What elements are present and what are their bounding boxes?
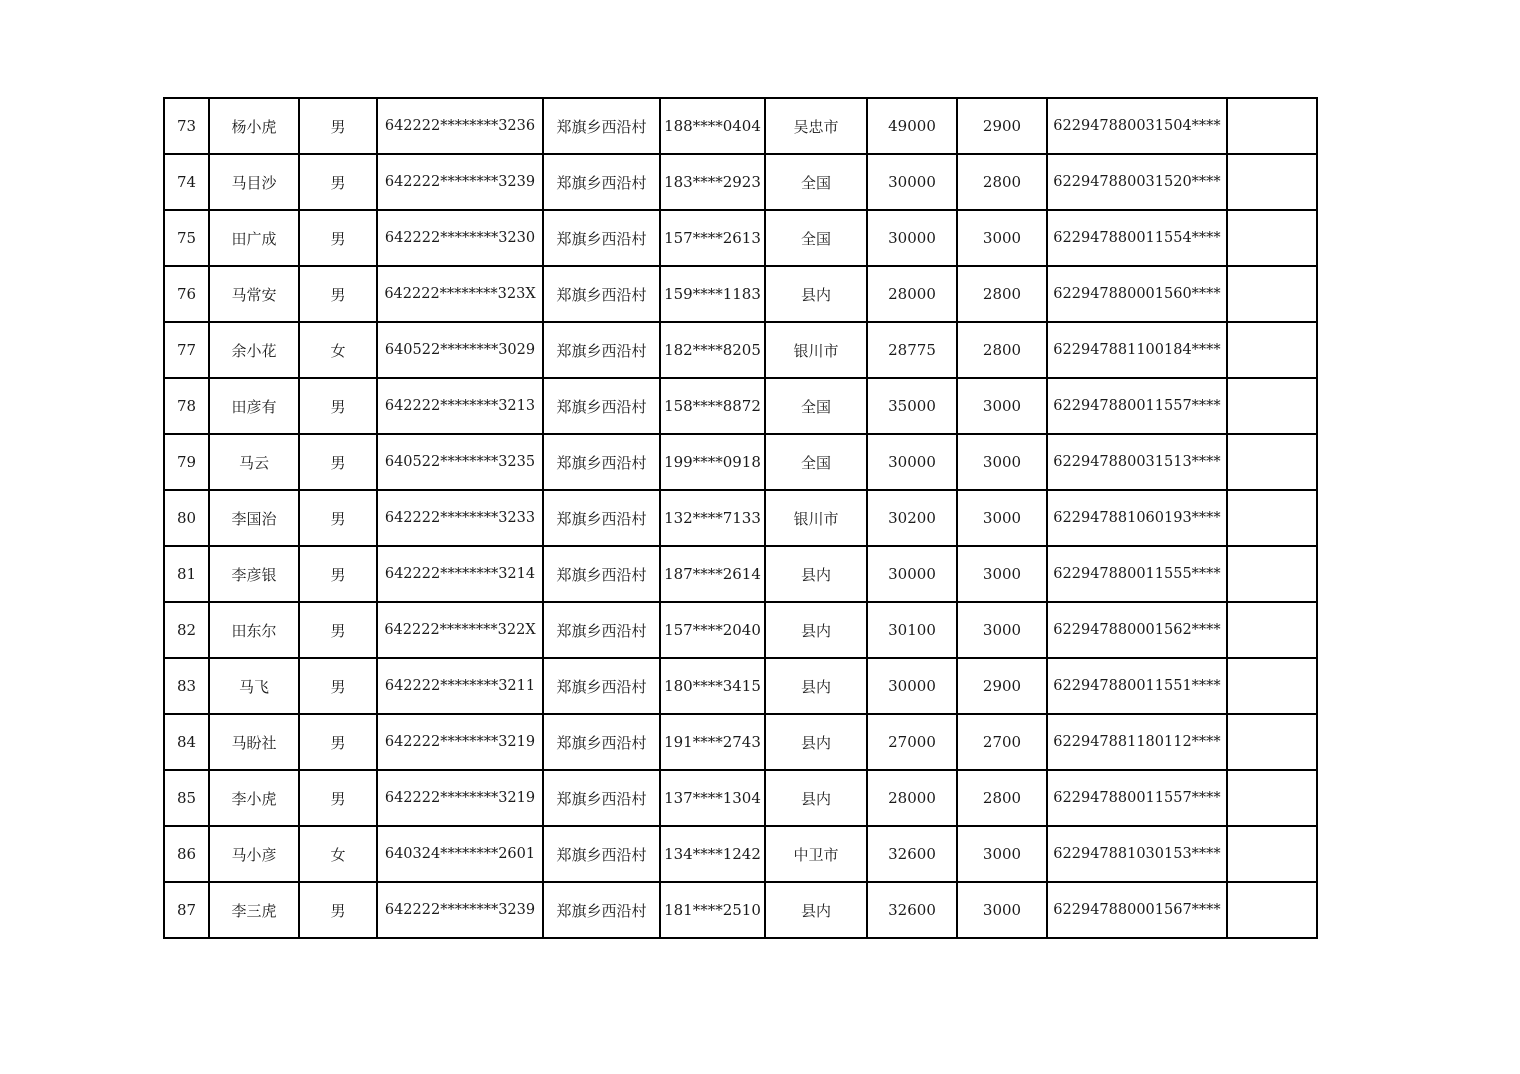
subsidy-cell: 3000 xyxy=(957,434,1047,490)
income-cell: 30100 xyxy=(867,602,957,658)
id-number-cell: 642222********322X xyxy=(377,602,543,658)
work-place-cell: 县内 xyxy=(765,658,867,714)
id-number-cell: 642222********3213 xyxy=(377,378,543,434)
gender-cell: 男 xyxy=(299,266,377,322)
table-row xyxy=(164,882,1317,938)
row-number-cell: 83 xyxy=(164,658,209,714)
id-number-cell: 640324********2601 xyxy=(377,826,543,882)
name-cell: 田广成 xyxy=(209,210,299,266)
row-number-cell: 82 xyxy=(164,602,209,658)
remark-cell xyxy=(1227,826,1317,882)
subsidy-cell: 2900 xyxy=(957,658,1047,714)
bank-card-cell: 622947881180112**** xyxy=(1047,714,1227,770)
address-cell: 郑旗乡西沿村 xyxy=(543,266,660,322)
income-cell: 49000 xyxy=(867,98,957,154)
row-number-cell: 87 xyxy=(164,882,209,938)
gender-cell: 男 xyxy=(299,546,377,602)
table-row xyxy=(164,322,1317,378)
address-cell: 郑旗乡西沿村 xyxy=(543,154,660,210)
subsidy-cell: 3000 xyxy=(957,882,1047,938)
id-number-cell: 642222********3230 xyxy=(377,210,543,266)
bank-card-cell: 622947880011555**** xyxy=(1047,546,1227,602)
income-cell: 32600 xyxy=(867,826,957,882)
remark-cell xyxy=(1227,322,1317,378)
row-number-cell: 74 xyxy=(164,154,209,210)
name-cell: 李国治 xyxy=(209,490,299,546)
gender-cell: 男 xyxy=(299,714,377,770)
income-cell: 28000 xyxy=(867,770,957,826)
remark-cell xyxy=(1227,546,1317,602)
bank-card-cell: 622947880011551**** xyxy=(1047,658,1227,714)
subsidy-cell: 2800 xyxy=(957,770,1047,826)
address-cell: 郑旗乡西沿村 xyxy=(543,378,660,434)
name-cell: 田东尔 xyxy=(209,602,299,658)
gender-cell: 男 xyxy=(299,98,377,154)
work-place-cell: 银川市 xyxy=(765,322,867,378)
phone-cell: 159****1183 xyxy=(660,266,765,322)
name-cell: 余小花 xyxy=(209,322,299,378)
income-cell: 27000 xyxy=(867,714,957,770)
phone-cell: 158****8872 xyxy=(660,378,765,434)
address-cell: 郑旗乡西沿村 xyxy=(543,658,660,714)
remark-cell xyxy=(1227,378,1317,434)
gender-cell: 男 xyxy=(299,210,377,266)
work-place-cell: 县内 xyxy=(765,882,867,938)
subsidy-cell: 3000 xyxy=(957,826,1047,882)
address-cell: 郑旗乡西沿村 xyxy=(543,770,660,826)
income-cell: 30000 xyxy=(867,154,957,210)
work-place-cell: 全国 xyxy=(765,378,867,434)
table-row xyxy=(164,154,1317,210)
table-row xyxy=(164,714,1317,770)
table-row xyxy=(164,770,1317,826)
remark-cell xyxy=(1227,210,1317,266)
gender-cell: 男 xyxy=(299,770,377,826)
income-cell: 30000 xyxy=(867,546,957,602)
subsidy-cell: 2900 xyxy=(957,98,1047,154)
name-cell: 李三虎 xyxy=(209,882,299,938)
subsidy-cell: 2800 xyxy=(957,266,1047,322)
bank-card-cell: 622947880031520**** xyxy=(1047,154,1227,210)
name-cell: 李彦银 xyxy=(209,546,299,602)
phone-cell: 157****2613 xyxy=(660,210,765,266)
phone-cell: 132****7133 xyxy=(660,490,765,546)
name-cell: 杨小虎 xyxy=(209,98,299,154)
name-cell: 田彦有 xyxy=(209,378,299,434)
bank-card-cell: 622947880011554**** xyxy=(1047,210,1227,266)
row-number-cell: 76 xyxy=(164,266,209,322)
bank-card-cell: 622947881100184**** xyxy=(1047,322,1227,378)
table-row xyxy=(164,210,1317,266)
subsidy-cell: 2700 xyxy=(957,714,1047,770)
gender-cell: 女 xyxy=(299,826,377,882)
work-place-cell: 全国 xyxy=(765,210,867,266)
phone-cell: 188****0404 xyxy=(660,98,765,154)
bank-card-cell: 622947880011557**** xyxy=(1047,770,1227,826)
address-cell: 郑旗乡西沿村 xyxy=(543,490,660,546)
bank-card-cell: 622947881060193**** xyxy=(1047,490,1227,546)
id-number-cell: 642222********3214 xyxy=(377,546,543,602)
name-cell: 马目沙 xyxy=(209,154,299,210)
row-number-cell: 84 xyxy=(164,714,209,770)
gender-cell: 男 xyxy=(299,490,377,546)
row-number-cell: 75 xyxy=(164,210,209,266)
address-cell: 郑旗乡西沿村 xyxy=(543,210,660,266)
remark-cell xyxy=(1227,770,1317,826)
id-number-cell: 642222********323X xyxy=(377,266,543,322)
data-table xyxy=(163,97,1318,939)
address-cell: 郑旗乡西沿村 xyxy=(543,882,660,938)
address-cell: 郑旗乡西沿村 xyxy=(543,826,660,882)
work-place-cell: 县内 xyxy=(765,602,867,658)
remark-cell xyxy=(1227,714,1317,770)
name-cell: 马常安 xyxy=(209,266,299,322)
work-place-cell: 全国 xyxy=(765,434,867,490)
gender-cell: 男 xyxy=(299,602,377,658)
phone-cell: 183****2923 xyxy=(660,154,765,210)
id-number-cell: 642222********3219 xyxy=(377,770,543,826)
work-place-cell: 县内 xyxy=(765,714,867,770)
income-cell: 32600 xyxy=(867,882,957,938)
table-row xyxy=(164,434,1317,490)
phone-cell: 182****8205 xyxy=(660,322,765,378)
gender-cell: 男 xyxy=(299,378,377,434)
subsidy-cell: 3000 xyxy=(957,490,1047,546)
remark-cell xyxy=(1227,434,1317,490)
table-row xyxy=(164,658,1317,714)
id-number-cell: 642222********3233 xyxy=(377,490,543,546)
phone-cell: 180****3415 xyxy=(660,658,765,714)
row-number-cell: 78 xyxy=(164,378,209,434)
id-number-cell: 642222********3219 xyxy=(377,714,543,770)
id-number-cell: 640522********3029 xyxy=(377,322,543,378)
id-number-cell: 642222********3239 xyxy=(377,154,543,210)
remark-cell xyxy=(1227,266,1317,322)
id-number-cell: 642222********3236 xyxy=(377,98,543,154)
phone-cell: 187****2614 xyxy=(660,546,765,602)
bank-card-cell: 622947880001560**** xyxy=(1047,266,1227,322)
address-cell: 郑旗乡西沿村 xyxy=(543,546,660,602)
bank-card-cell: 622947881030153**** xyxy=(1047,826,1227,882)
phone-cell: 137****1304 xyxy=(660,770,765,826)
table-row xyxy=(164,546,1317,602)
income-cell: 30000 xyxy=(867,434,957,490)
row-number-cell: 73 xyxy=(164,98,209,154)
phone-cell: 134****1242 xyxy=(660,826,765,882)
bank-card-cell: 622947880011557**** xyxy=(1047,378,1227,434)
gender-cell: 男 xyxy=(299,658,377,714)
address-cell: 郑旗乡西沿村 xyxy=(543,714,660,770)
phone-cell: 157****2040 xyxy=(660,602,765,658)
id-number-cell: 642222********3239 xyxy=(377,882,543,938)
table-row xyxy=(164,490,1317,546)
row-number-cell: 85 xyxy=(164,770,209,826)
work-place-cell: 吴忠市 xyxy=(765,98,867,154)
remark-cell xyxy=(1227,658,1317,714)
phone-cell: 181****2510 xyxy=(660,882,765,938)
address-cell: 郑旗乡西沿村 xyxy=(543,602,660,658)
row-number-cell: 79 xyxy=(164,434,209,490)
income-cell: 35000 xyxy=(867,378,957,434)
work-place-cell: 银川市 xyxy=(765,490,867,546)
work-place-cell: 县内 xyxy=(765,266,867,322)
name-cell: 马小彦 xyxy=(209,826,299,882)
work-place-cell: 中卫市 xyxy=(765,826,867,882)
bank-card-cell: 622947880031513**** xyxy=(1047,434,1227,490)
gender-cell: 男 xyxy=(299,882,377,938)
name-cell: 李小虎 xyxy=(209,770,299,826)
subsidy-cell: 2800 xyxy=(957,322,1047,378)
remark-cell xyxy=(1227,490,1317,546)
subsidy-cell: 2800 xyxy=(957,154,1047,210)
remark-cell xyxy=(1227,154,1317,210)
name-cell: 马飞 xyxy=(209,658,299,714)
address-cell: 郑旗乡西沿村 xyxy=(543,434,660,490)
work-place-cell: 县内 xyxy=(765,546,867,602)
gender-cell: 女 xyxy=(299,322,377,378)
row-number-cell: 81 xyxy=(164,546,209,602)
id-number-cell: 642222********3211 xyxy=(377,658,543,714)
gender-cell: 男 xyxy=(299,154,377,210)
bank-card-cell: 622947880001562**** xyxy=(1047,602,1227,658)
phone-cell: 199****0918 xyxy=(660,434,765,490)
income-cell: 28775 xyxy=(867,322,957,378)
row-number-cell: 86 xyxy=(164,826,209,882)
row-number-cell: 80 xyxy=(164,490,209,546)
income-cell: 28000 xyxy=(867,266,957,322)
remark-cell xyxy=(1227,882,1317,938)
income-cell: 30000 xyxy=(867,210,957,266)
income-cell: 30000 xyxy=(867,658,957,714)
table-row xyxy=(164,826,1317,882)
subsidy-cell: 3000 xyxy=(957,210,1047,266)
name-cell: 马云 xyxy=(209,434,299,490)
row-number-cell: 77 xyxy=(164,322,209,378)
id-number-cell: 640522********3235 xyxy=(377,434,543,490)
work-place-cell: 全国 xyxy=(765,154,867,210)
address-cell: 郑旗乡西沿村 xyxy=(543,98,660,154)
gender-cell: 男 xyxy=(299,434,377,490)
table-body xyxy=(164,98,1317,938)
subsidy-cell: 3000 xyxy=(957,378,1047,434)
name-cell: 马盼社 xyxy=(209,714,299,770)
bank-card-cell: 622947880001567**** xyxy=(1047,882,1227,938)
bank-card-cell: 622947880031504**** xyxy=(1047,98,1227,154)
address-cell: 郑旗乡西沿村 xyxy=(543,322,660,378)
subsidy-cell: 3000 xyxy=(957,602,1047,658)
table-row xyxy=(164,98,1317,154)
table-row xyxy=(164,266,1317,322)
phone-cell: 191****2743 xyxy=(660,714,765,770)
remark-cell xyxy=(1227,98,1317,154)
subsidy-cell: 3000 xyxy=(957,546,1047,602)
remark-cell xyxy=(1227,602,1317,658)
table-row xyxy=(164,602,1317,658)
income-cell: 30200 xyxy=(867,490,957,546)
work-place-cell: 县内 xyxy=(765,770,867,826)
table-row xyxy=(164,378,1317,434)
